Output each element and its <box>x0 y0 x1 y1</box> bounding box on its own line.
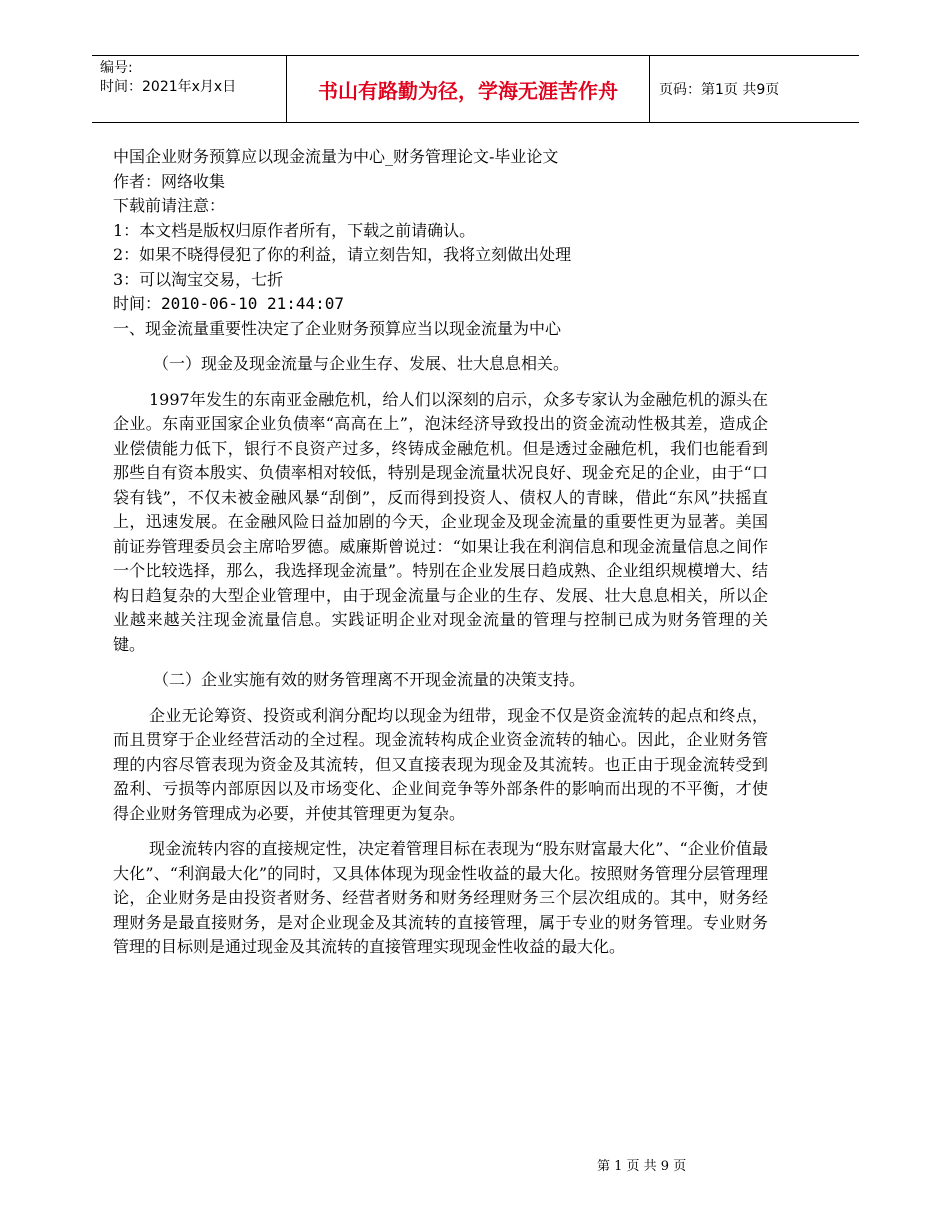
article-timestamp: 时间：2010-06-10 21:44:07 <box>113 294 345 313</box>
download-notice-item-2: 2：如果不晓得侵犯了你的利益，请立刻告知，我将立刻做出处理 <box>113 245 572 264</box>
paragraph-2: 企业无论筹资、投资或利润分配均以现金为纽带，现金不仅是资金流转的起点和终点，而且贯穿于企业经营活动的全过程。现金流转构成企业资金流转的轴心。因此，企业财务管理的内容尽管表现为资金及其流转，但又直接表现为现金及其流转。也正由于现金流转受到盈利、亏损等内部原因以及市场变化、企业间竞争等外部条件的影响而出现的不平衡，才使得企业财务管理成为必要，并使其管理更为复杂。 <box>113 705 768 823</box>
document-time-label: 时间：2021年x月x日 <box>100 79 237 95</box>
download-notice-heading: 下载前请注意： <box>113 196 226 215</box>
article-author: 作者：网络收集 <box>113 171 226 191</box>
paragraph-3: 现金流转内容的直接规定性，决定着管理目标在表现为“股东财富最大化”、“企业价值最大化”、“利润最大化”的同时，又具体体现为现金性收益的最大化。按照财务管理分层管理理论，企业财务是由投资者财务、经营者财务和财务经理财务三个层次组成的。其中，财务经理财务是最直接财务，是对企业现金及其流转的直接管理，属于专业的财务管理。专业财务管理的目标则是通过现金及其流转的直接管理实现现金性收益的最大化。 <box>113 839 768 956</box>
download-notice-item-3: 3：可以淘宝交易，七折 <box>113 269 284 289</box>
section-1-title: 一、现金流量重要性决定了企业财务预算应当以现金流量为中心 <box>113 318 562 338</box>
download-notice-item-1: 1：本文档是版权归原作者所有，下载之前请确认。 <box>113 220 476 240</box>
page-header <box>92 55 859 123</box>
article-title: 中国企业财务预算应以现金流量为中心_财务管理论文-毕业论文 <box>113 147 559 166</box>
document-number-label: 编号: <box>100 60 133 76</box>
subsection-1-title: （一）现金及现金流量与企业生存、发展、壮大息息相关。 <box>153 354 570 373</box>
header-page-info: 页码：第1页 共9页 <box>659 82 780 98</box>
header-meta <box>92 56 287 122</box>
paragraph-1: 1997年发生的东南亚金融危机，给人们以深刻的启示，众多专家认为金融危机的源头在企业。东南亚国家企业负债率“高高在上”，泡沫经济导致投出的资金流动性极其差，造成企业偿债能力低下，银行不良资产过多，终铸成金融危机。但是透过金融危机，我们也能看到那些自有资本殷实、负债率相对较低，特别是现金流量状况良好、现金充足的企业，由于“口袋有钱”，不仅未被金融风暴“刮倒”，反而得到投资人、债权人的青睐，借此“东风”扶摇直上，迅速发展。在金融风险日益加剧的今天，企业现金及现金流量的重要性更为显著。美国前证券管理委员会主席哈罗德。威廉斯曾说过：“如果让我在利润信息和现金流量信息之间作一个比较选择，那么，我选择现金流量”。特别在企业发展日趋成熟、企业组织规模增大、结构日趋复杂的大型企业管理中，由于现金流量与企业的生存、发展、壮大息息相关，所以企业越来越关注现金流量信息。实践证明企业对现金流量的管理与控制已成为财务管理的关键。 <box>113 389 768 654</box>
article-body <box>113 145 768 960</box>
page-footer: 第 1 页 共 9 页 <box>597 1159 687 1174</box>
subsection-2-title: （二）企业实施有效的财务管理离不开现金流量的决策支持。 <box>153 670 586 689</box>
header-motto: 书山有路勤为径，学海无涯苦作舟 <box>287 56 650 122</box>
